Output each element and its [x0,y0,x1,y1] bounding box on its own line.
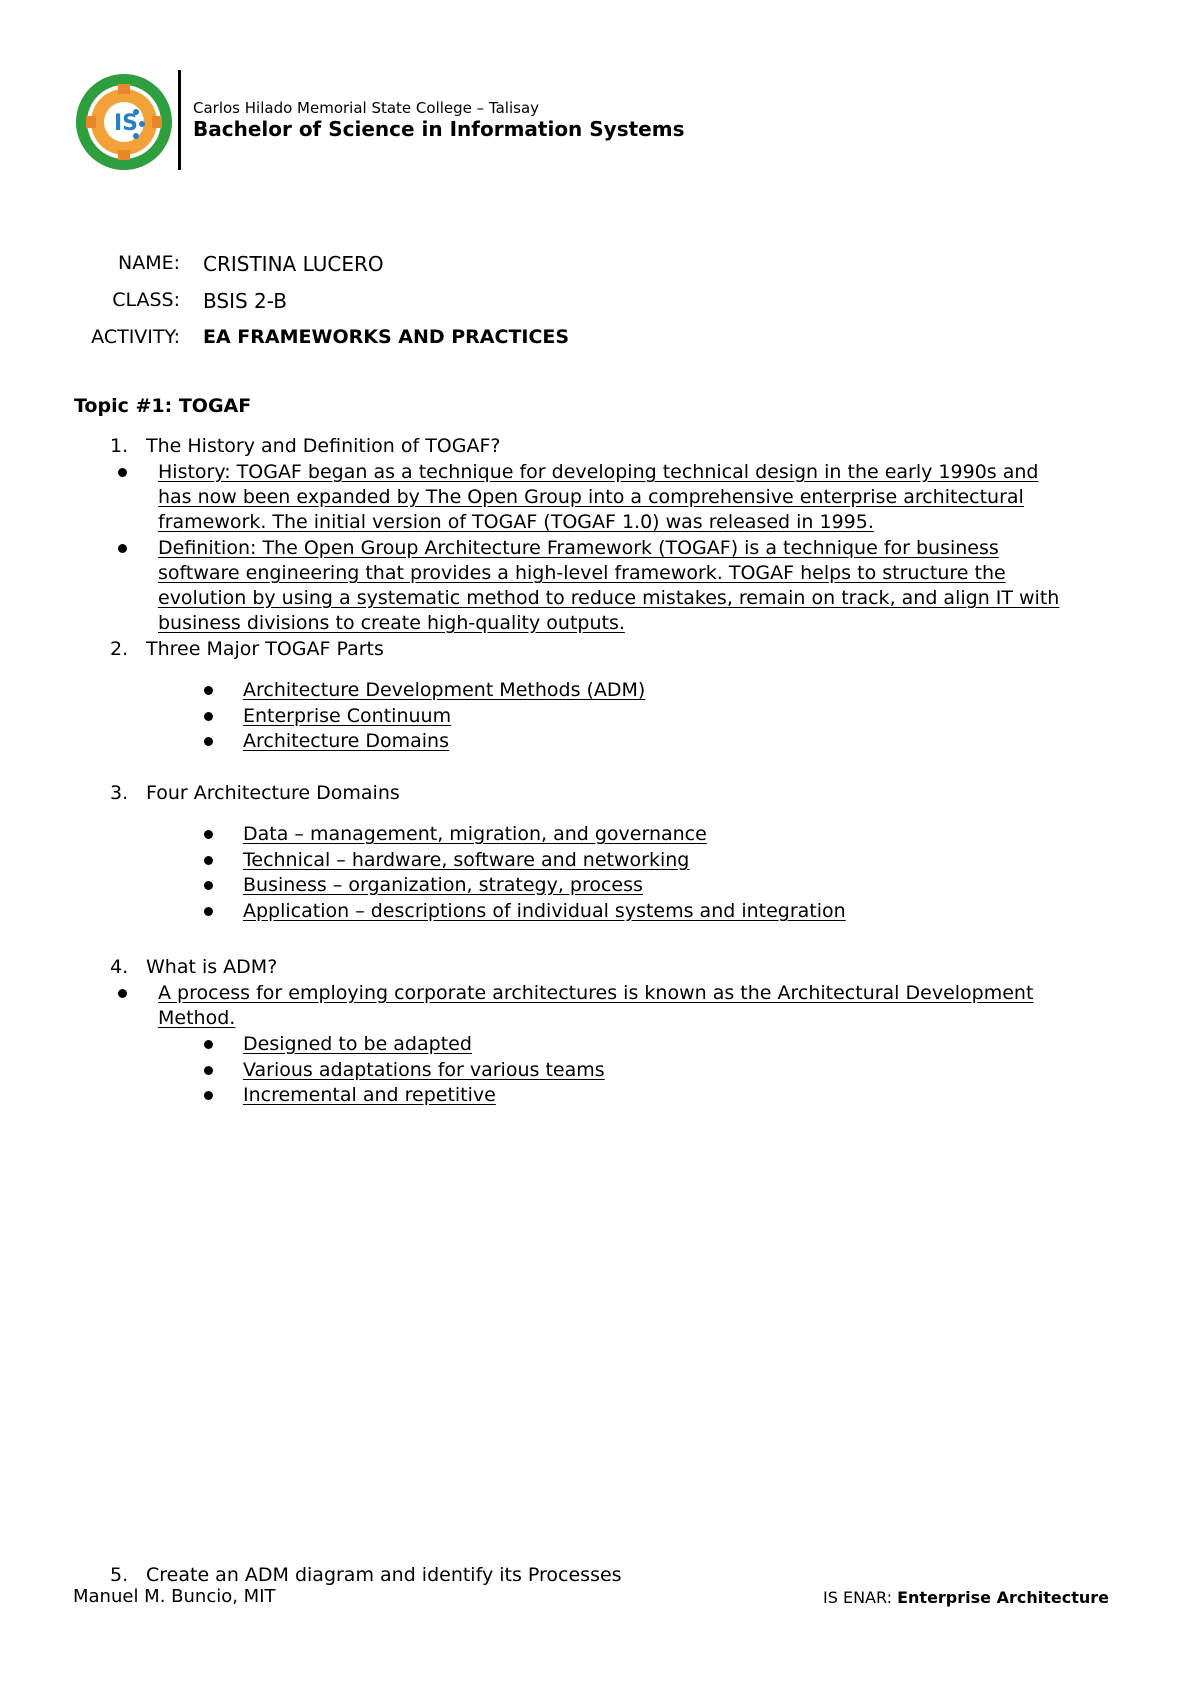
bullet-icon [204,881,213,890]
q3-number: 3. [110,782,129,804]
q5-number: 5. [110,1564,129,1586]
q1-history-line-1: History: TOGAF began as a technique for developing technical design in the early 1990s and [158,461,1039,483]
bullet-icon [204,856,213,865]
class-value: BSIS 2-B [203,289,287,313]
q1-question: The History and Definition of TOGAF? [146,435,501,457]
footer-course [823,1588,1109,1607]
bullet-icon [204,686,213,695]
college-name: Carlos Hilado Memorial State College – Talisay [193,99,540,117]
class-row [0,289,900,317]
q4-question: What is ADM? [146,956,278,978]
q5-question: Create an ADM diagram and identify its Processes [146,1564,622,1586]
bullet-icon [204,1066,213,1075]
q3-item: Data – management, migration, and governance [243,823,707,845]
q4-item: Various adaptations for various teams [243,1059,605,1081]
q2-item: Architecture Development Methods (ADM) [243,679,646,701]
q1-definition-line-1: Definition: The Open Group Architecture Framework (TOGAF) is a technique for business [158,537,999,559]
bullet-icon [118,989,127,998]
header-divider [178,70,181,170]
q3-item: Application – descriptions of individual systems and integration [243,900,846,922]
q2-number: 2. [110,638,129,660]
bullet-icon [204,712,213,721]
logo-text: IS [114,111,139,136]
q1-definition-line-2: software engineering that provides a high-level framework. TOGAF helps to structure the [158,562,1006,584]
q3-question: Four Architecture Domains [146,782,400,804]
program-name: Bachelor of Science in Information Systems [193,117,685,141]
footer-author: Manuel M. Buncio, MIT [73,1586,276,1607]
bullet-icon [118,544,127,553]
q4-answer-line-1: A process for employing corporate architectures is known as the Architectural Development [158,982,1034,1004]
q4-answer-line-2: Method. [158,1007,236,1029]
q2-item: Architecture Domains [243,730,449,752]
q1-definition-line-4: business divisions to create high-quality outputs. [158,612,625,634]
course-name: Enterprise Architecture [897,1588,1109,1607]
course-code: IS ENAR: [823,1588,898,1607]
activity-label: ACTIVITY: [91,326,180,348]
bullet-icon [204,1091,213,1100]
name-value: CRISTINA LUCERO [203,252,384,276]
q2-question: Three Major TOGAF Parts [146,638,384,660]
class-label: CLASS: [112,289,180,311]
bullet-icon [204,907,213,916]
q3-item: Business – organization, strategy, process [243,874,643,896]
activity-row [0,326,900,354]
bullet-icon [118,468,127,477]
q4-item: Designed to be adapted [243,1033,472,1055]
bullet-icon [204,737,213,746]
name-label: NAME: [117,252,180,274]
bullet-icon [204,830,213,839]
q4-item: Incremental and repetitive [243,1084,496,1106]
q1-history-line-2: has now been expanded by The Open Group into a comprehensive enterprise architectural [158,486,1024,508]
q3-item: Technical – hardware, software and networking [243,849,690,871]
q1-history-line-3: framework. The initial version of TOGAF (TOGAF 1.0) was released in 1995. [158,511,874,533]
q2-item: Enterprise Continuum [243,705,452,727]
q4-number: 4. [110,956,129,978]
activity-value: EA FRAMEWORKS AND PRACTICES [203,326,570,348]
topic-heading: Topic #1: TOGAF [74,395,252,417]
q1-number: 1. [110,435,129,457]
college-logo [74,72,174,172]
q1-definition-line-3: evolution by using a systematic method to reduce mistakes, remain on track, and align IT with [158,587,1060,609]
bullet-icon [204,1040,213,1049]
name-row [0,252,900,280]
